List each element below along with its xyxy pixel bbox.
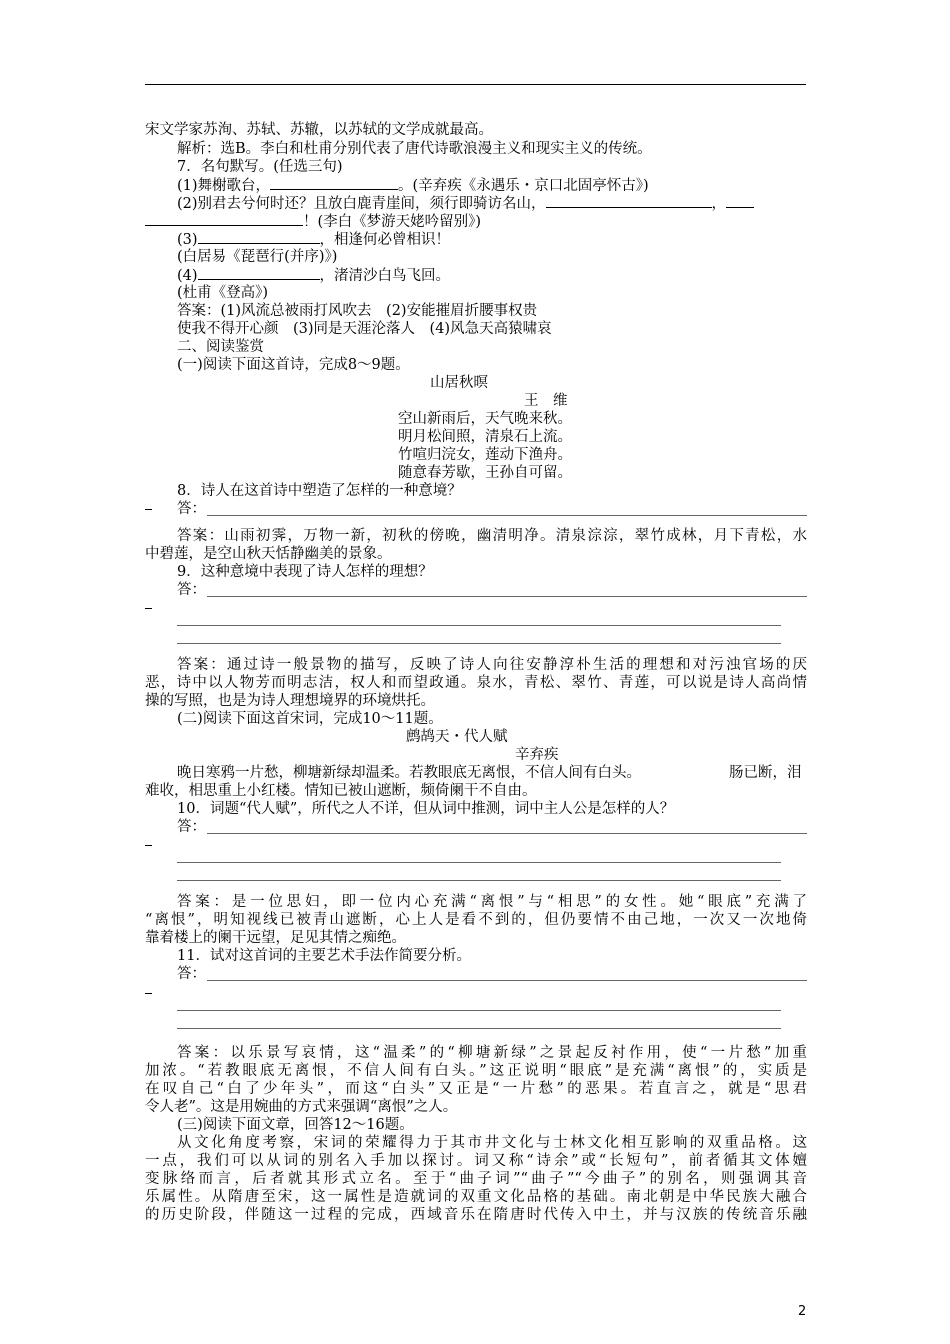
- q7-item-4: [177, 266, 450, 285]
- q9-answer: 答案：通过诗一般景物的描写，反映了诗人向往安静淳朴生活的理想和对污浊官场的厌: [177, 657, 807, 673]
- answer-line[interactable]: [177, 643, 781, 644]
- q7-answer: 答案：(1)风流总被雨打风吹去 (2)安能摧眉折腰事权贵: [177, 303, 538, 319]
- q7-item-2-suffix: ，: [711, 196, 727, 212]
- answer-dash: [145, 993, 152, 994]
- answer-prefix: 答：: [177, 582, 206, 598]
- q9-answer-cont: 恶，诗中以人物芳而明志洁，权人和而望政通。泉水，青松、翠竹、青莲，可以说是诗人高尚情: [145, 675, 807, 691]
- q10-answer-cont: “离恨”，明知视线已被青山遮断，心上人是看不到的，但仍要情不由己地，一次又一次地倚: [145, 912, 807, 928]
- answer-prefix: 答：: [177, 966, 206, 982]
- q7-item-3-source: (白居易《琵琶行(并序)》): [177, 249, 338, 265]
- poem-line: 明月松间照，清泉石上流。: [398, 429, 572, 445]
- q11-answer-cont: 加浓。“若教眼底无离恨，不信人间有白头。”这正说明“眼底”是充满“离恨”的，实质是: [145, 1063, 807, 1079]
- poem-title: 山居秋暝: [430, 375, 488, 391]
- q7-item-2-cont: [145, 212, 481, 231]
- article-paragraph: 变脉络而言，后者就其形式立名。至于“曲子词”“曲子”“今曲子”的别名，则强调其音: [145, 1171, 807, 1187]
- subsection-3: (三)阅读下面文章，回答12～16题。: [177, 1117, 414, 1133]
- header-rule: [145, 84, 806, 85]
- question-11: 11．试对这首词的主要艺术手法作简要分析。: [177, 948, 471, 964]
- text-line: 宋文学家苏洵、苏轼、苏辙，以苏轼的文学成就最高。: [145, 122, 493, 138]
- poem-line: 难收，相思重上小红楼。情知已被山遮断，频倚阑干不自由。: [145, 783, 537, 799]
- fill-blank[interactable]: [198, 230, 320, 244]
- question-7: 7．名句默写。(任选三句): [177, 159, 343, 175]
- q7-item-4-source: (杜甫《登高》): [177, 285, 269, 301]
- q7-item-4-prefix: (4): [177, 268, 198, 284]
- q7-item-2: [177, 194, 754, 213]
- poem-author: 王 维: [524, 393, 568, 409]
- answer-line[interactable]: [177, 1010, 781, 1011]
- answer-dash: [145, 608, 152, 609]
- subsection-2: (二)阅读下面这首宋词，完成10～11题。: [177, 711, 443, 727]
- answer-line[interactable]: [207, 833, 807, 834]
- answer-line[interactable]: [177, 625, 781, 626]
- q10-answer-cont: 靠着楼上的阑干远望，足见其情之痴绝。: [145, 930, 406, 946]
- q7-item-1-suffix: 。(辛弃疾《永遇乐・京口北固亭怀古》): [398, 178, 649, 194]
- answer-line[interactable]: [207, 596, 807, 597]
- q11-answer: 答案：以乐景写哀情，这“温柔”的“柳塘新绿”之景起反衬作用，使“一片愁”加重: [177, 1045, 807, 1061]
- explanation-line: 解析：选B。李白和杜甫分别代表了唐代诗歌浪漫主义和现实主义的传统。: [177, 141, 652, 157]
- poem-line: 竹喧归浣女，莲动下渔舟。: [398, 447, 572, 463]
- fill-blank[interactable]: [270, 176, 398, 190]
- article-paragraph: 乐属性。从隋唐至宋，这一属性是造就词的双重文化品格的基础。南北朝是中华民族大融合: [145, 1189, 807, 1205]
- q7-item-4-suffix: ，渚清沙白鸟飞回。: [319, 268, 451, 284]
- q10-answer: 答案：是一位思妇，即一位内心充满“离恨”与“相思”的女性。她“眼底”充满了: [177, 894, 807, 910]
- subsection-1: (一)阅读下面这首诗，完成8～9题。: [177, 357, 410, 373]
- answer-prefix: 答：: [177, 501, 206, 517]
- answer-line[interactable]: [177, 1028, 781, 1029]
- q8-answer: 答案：山雨初霁，万物一新，初秋的傍晚，幽清明净。清泉淙淙，翠竹成林，月下青松，水: [177, 528, 807, 544]
- poem-line: 晚日寒鸦一片愁，柳塘新绿却温柔。若教眼底无离恨，不信人间有白头。: [177, 765, 641, 781]
- poem-author: 辛弃疾: [515, 747, 559, 763]
- question-8: 8．诗人在这首诗中塑造了怎样的一种意境？: [177, 483, 462, 499]
- page-number: 2: [798, 1304, 807, 1319]
- answer-line[interactable]: [207, 515, 807, 516]
- section-heading: 二、阅读鉴赏: [177, 339, 264, 355]
- fill-blank[interactable]: [145, 212, 303, 226]
- q9-answer-cont: 操的写照，也是为诗人理想境界的环境烘托。: [145, 693, 435, 709]
- fill-blank[interactable]: [546, 194, 712, 208]
- answer-line[interactable]: [177, 880, 781, 881]
- q8-answer-cont: 中碧莲，是空山秋天恬静幽美的景象。: [145, 546, 392, 562]
- q7-answer-cont: 使我不得开心颜 (3)同是天涯沦落人 (4)风急天高猿啸哀: [177, 321, 552, 337]
- article-paragraph: 的历史阶段，伴随这一过程的完成，西域音乐在隋唐时代传入中土，并与汉族的传统音乐融: [145, 1207, 807, 1223]
- answer-dash: [145, 509, 152, 510]
- answer-dash: [145, 845, 152, 846]
- q7-item-3-suffix: ，相逢何必曾相识！: [319, 232, 451, 248]
- q11-answer-cont: 在叹自己“白了少年头”，而这“白头”又正是“一片愁”的恶果。若直言之，就是“思君: [145, 1081, 807, 1097]
- article-paragraph: 从文化角度考察，宋词的荣耀得力于其市井文化与士林文化相互影响的双重品格。这: [177, 1135, 807, 1151]
- q7-item-2-prefix: (2)别君去兮何时还？且放白鹿青崖间，须行即骑访名山，: [177, 196, 546, 212]
- fill-blank[interactable]: [198, 266, 320, 280]
- poem-title: 鹧鸪天・代人赋: [406, 729, 508, 745]
- q11-answer-cont: 令人老”。这是用婉曲的方式来强调“离恨”之人。: [145, 1099, 458, 1115]
- answer-prefix: 答：: [177, 819, 206, 835]
- article-paragraph: 一点，我们可以从词的别名入手加以探讨。词又称“诗余”或“长短句”，前者循其文体嬗: [145, 1153, 807, 1169]
- poem-line: 随意春芳歇，王孙自可留。: [398, 465, 572, 481]
- question-9: 9．这种意境中表现了诗人怎样的理想？: [177, 564, 433, 580]
- answer-line[interactable]: [207, 980, 807, 981]
- q7-item-2-source: ！(李白《梦游天姥吟留别》): [303, 214, 482, 230]
- q7-item-3-prefix: (3): [177, 232, 198, 248]
- poem-line: 肠已断，泪: [729, 765, 802, 781]
- q7-item-3: [177, 230, 450, 249]
- q7-item-1-prefix: (1)舞榭歌台，: [177, 178, 271, 194]
- question-10: 10．词题“代人赋”，所代之人不详，但从词中推测，词中主人公是怎样的人？: [177, 801, 675, 817]
- poem-line: 空山新雨后，天气晚来秋。: [398, 411, 572, 427]
- q7-item-1: [177, 176, 649, 195]
- answer-line[interactable]: [177, 862, 781, 863]
- fill-blank[interactable]: [726, 194, 754, 208]
